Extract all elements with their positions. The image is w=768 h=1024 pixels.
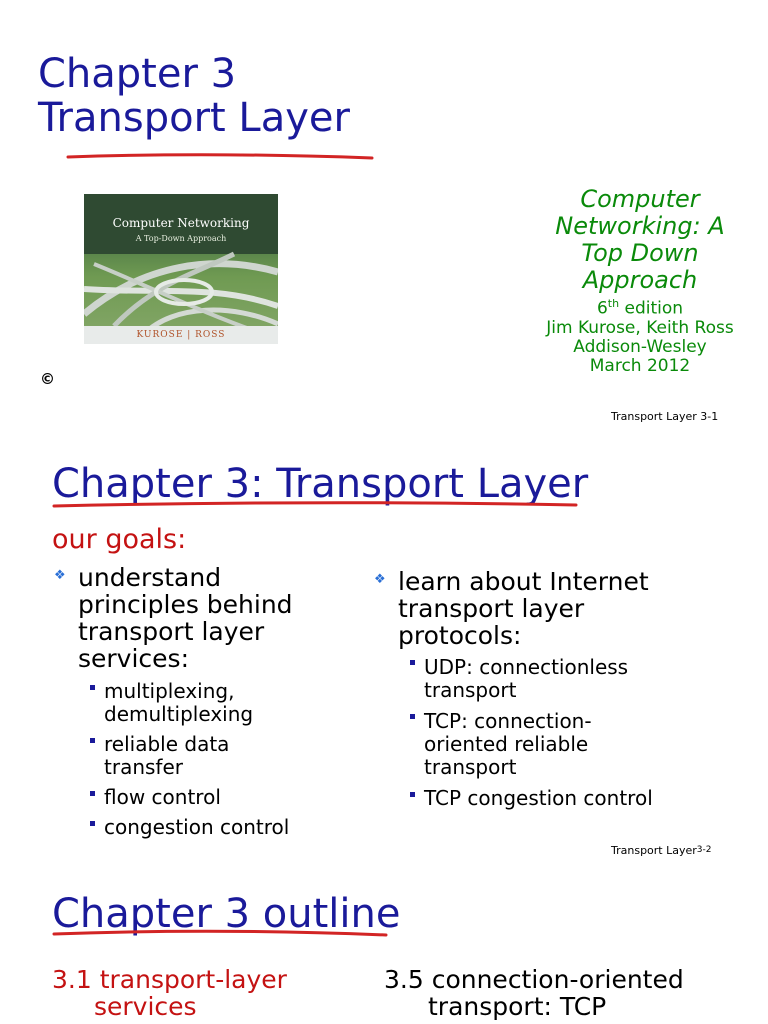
slide-3 — [0, 860, 768, 1024]
square-bullet-icon — [410, 714, 415, 719]
list-item: TCP: connection- oriented reliable transport — [424, 709, 592, 779]
square-bullet-icon — [90, 738, 95, 743]
book-cover-image — [84, 194, 278, 344]
square-bullet-icon — [90, 791, 95, 796]
book-title-line: Top Down — [581, 239, 699, 267]
outline-item-3-5[interactable]: 3.5 connection-oriented transport: TCP — [384, 965, 684, 1021]
title-underline — [60, 148, 380, 168]
title-underline — [48, 498, 608, 514]
square-bullet-icon — [90, 821, 95, 826]
list-item: congestion control — [104, 815, 290, 839]
cover-authors: KUROSE | ROSS — [84, 326, 278, 344]
cover-subtitle: A Top-Down Approach — [135, 234, 227, 243]
slide-3-title: Chapter 3 outline — [52, 891, 401, 937]
square-bullet-icon — [410, 792, 415, 797]
copyright-symbol: © — [40, 370, 55, 388]
book-info — [520, 186, 760, 376]
page-number: Transport Layer3-2 — [611, 844, 712, 857]
cover-title: Computer Networking — [112, 216, 250, 230]
book-title-line: Approach — [582, 266, 698, 294]
title-underline — [48, 926, 408, 942]
publisher: Addison-Wesley — [573, 336, 707, 357]
outline-item-3-1[interactable]: 3.1 transport-layer services — [52, 965, 287, 1021]
slide-2-title: Chapter 3: Transport Layer — [52, 461, 589, 507]
page-number: Transport Layer 3-1 — [611, 410, 719, 423]
slide-1 — [0, 0, 768, 440]
left-goal: understand principles behind transport layer services: — [78, 563, 293, 673]
goals-heading: our goals: — [52, 524, 187, 555]
diamond-bullet-icon: ❖ — [54, 568, 66, 583]
book-title-line: Networking: A — [555, 212, 725, 240]
list-item: multiplexing, demultiplexing — [104, 679, 254, 726]
slide-1-title: Chapter 3 Transport Layer — [38, 51, 350, 141]
diamond-bullet-icon: ❖ — [374, 572, 386, 587]
book-title-line: Computer — [580, 185, 700, 213]
list-item: reliable data transfer — [104, 732, 230, 779]
slide-2 — [0, 440, 768, 860]
right-goal: learn about Internet transport layer protocols: — [398, 567, 649, 650]
square-bullet-icon — [90, 685, 95, 690]
list-item: TCP congestion control — [424, 786, 653, 810]
authors: Jim Kurose, Keith Ross — [546, 317, 734, 338]
list-item: UDP: connectionless transport — [424, 655, 629, 702]
date: March 2012 — [589, 355, 691, 376]
list-item: flow control — [104, 785, 221, 809]
edition: 6th edition — [596, 297, 684, 319]
square-bullet-icon — [410, 660, 415, 665]
